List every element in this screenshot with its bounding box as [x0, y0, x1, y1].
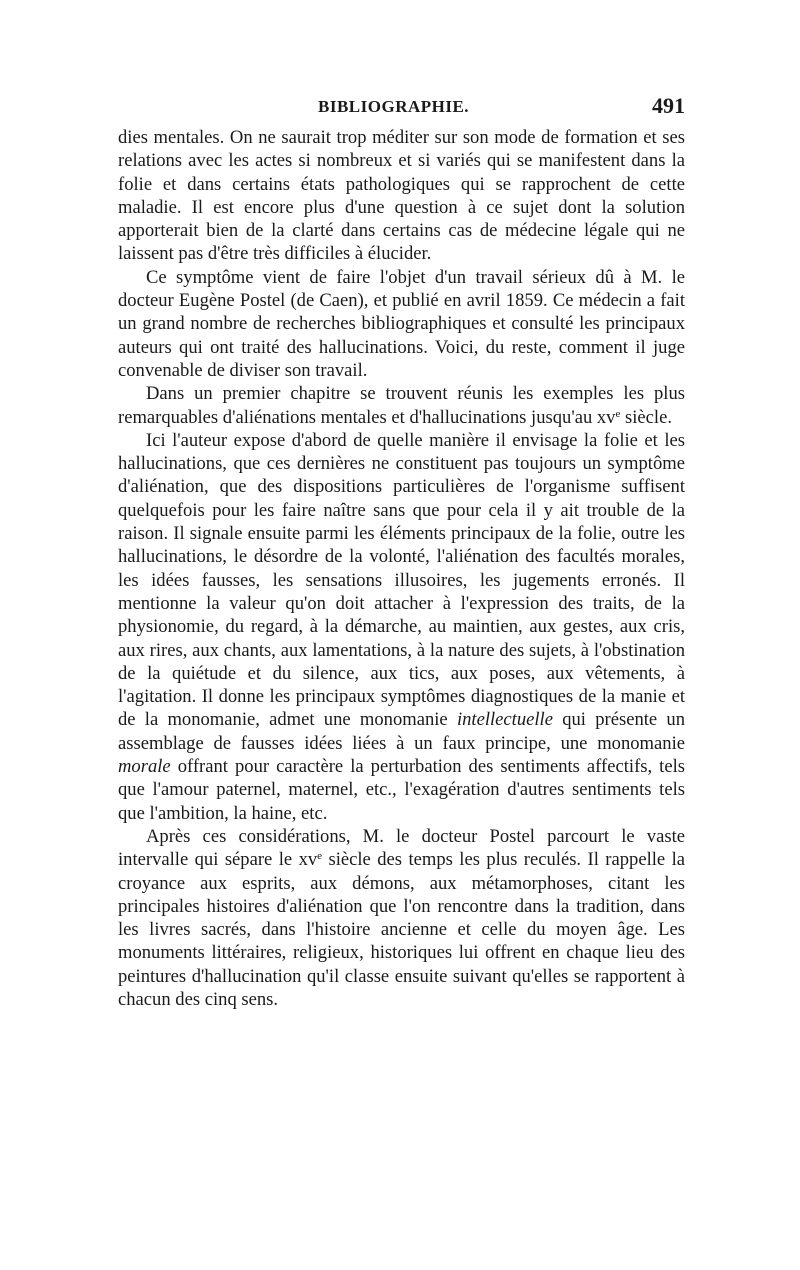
emphasis-intellectuelle: intellectuelle — [456, 709, 553, 731]
paragraph-2 — [118, 266, 685, 382]
paragraph-4 — [118, 429, 685, 825]
paragraph-4-text-3: offrant pour caractère la perturbation des sentiments affectifs, tels que l'amour paternel, maternel, etc., l'exagération d'autres sentiments tels que l'ambition, la haine, etc. — [118, 756, 685, 824]
paragraph-3-text: Dans un premier chapitre se trouvent réunis les exemples les plus remarquables d'aliénations mentales et d'hallucinations jusqu'au xv — [118, 383, 685, 428]
page-number: 491 — [652, 93, 685, 118]
century-superscript: e — [317, 850, 323, 863]
paragraph-5-text-end: siècle des temps les plus reculés. Il rappelle la croyance aux esprits, aux démons, aux métamorphoses, citant les principales histoires d'aliénation que l'on rencontre dans la tradition, dans les livres sacrés, dans l'histoire ancienne et celle du moyen âge. Les monuments littéraires, religieux, historiques lui offrent en chaque lieu des peintures d'hallucination qu'il classe ensuite suivant qu'elles se rapportent à chacun des cinq sens. — [118, 849, 686, 1010]
paragraph-5-text: Après ces considérations, M. le docteur Postel parcourt le vaste intervalle qui sépare le xv — [118, 825, 685, 871]
body-text — [118, 126, 685, 1011]
paragraph-1-text: dies mentales. On ne saurait trop méditer sur son mode de formation et ses relations avec les actes si nombreux et si variés qui se manifestent dans la folie et dans certains états pathologiques qui se rapprochent de cette maladie. Il est encore plus d'une question à ce sujet dont la solution apporterait bien de la clarté dans certains cas de médecine légale qui ne laissent pas d'être très difficiles à élucider. — [118, 127, 685, 265]
paragraph-3 — [118, 382, 685, 429]
paragraph-5 — [118, 825, 685, 1011]
running-title: BIBLIOGRAPHIE. — [318, 97, 470, 116]
paragraph-3-text-end: siècle. — [620, 406, 672, 428]
paragraph-4-text: Ici l'auteur expose d'abord de quelle manière il envisage la folie et les hallucinations, que ces dernières ne constituent pas toujours un symptôme d'aliénation, que des dispositions particulières de l'organisme suffisent quelquefois pour les faire naître sans que pour cela il y ait trouble de la raison. Il signale ensuite parmi les éléments principaux de la folie, outre les hallucinations, le désordre de la volonté, l'aliénation des facultés morales, les idées fausses, les sensations illusoires, les jugements erronés. Il mentionne la valeur qu'on doit attacher à l'expression des traits, de la physionomie, du regard, à la démarche, au maintien, aux gestes, aux cris, aux rires, aux chants, aux lamentations, à la nature des sujets, à l'obstination de la quiétude et du silence, aux tics, aux poses, aux vêtements, à l'agitation. Il donne les principaux symptômes diagnostiques de la manie et de la monomanie, admet une monomanie — [118, 429, 685, 731]
page-header — [118, 93, 685, 121]
paragraph-2-text: Ce symptôme vient de faire l'objet d'un travail sérieux dû à M. le docteur Eugène Postel (de Caen), et publié en avril 1859. Ce médecin a fait un grand nombre de recherches bibliographiques et consulté les principaux auteurs qui ont traité des hallucinations. Voici, du reste, comment il juge convenable de diviser son travail. — [118, 266, 685, 381]
paragraph-1 — [118, 126, 685, 266]
century-superscript: e — [615, 407, 621, 420]
paragraph-4-text-2: qui présente un assemblage de fausses idées liées à un faux principe, une monomanie — [118, 709, 685, 754]
emphasis-morale: morale — [118, 756, 171, 778]
